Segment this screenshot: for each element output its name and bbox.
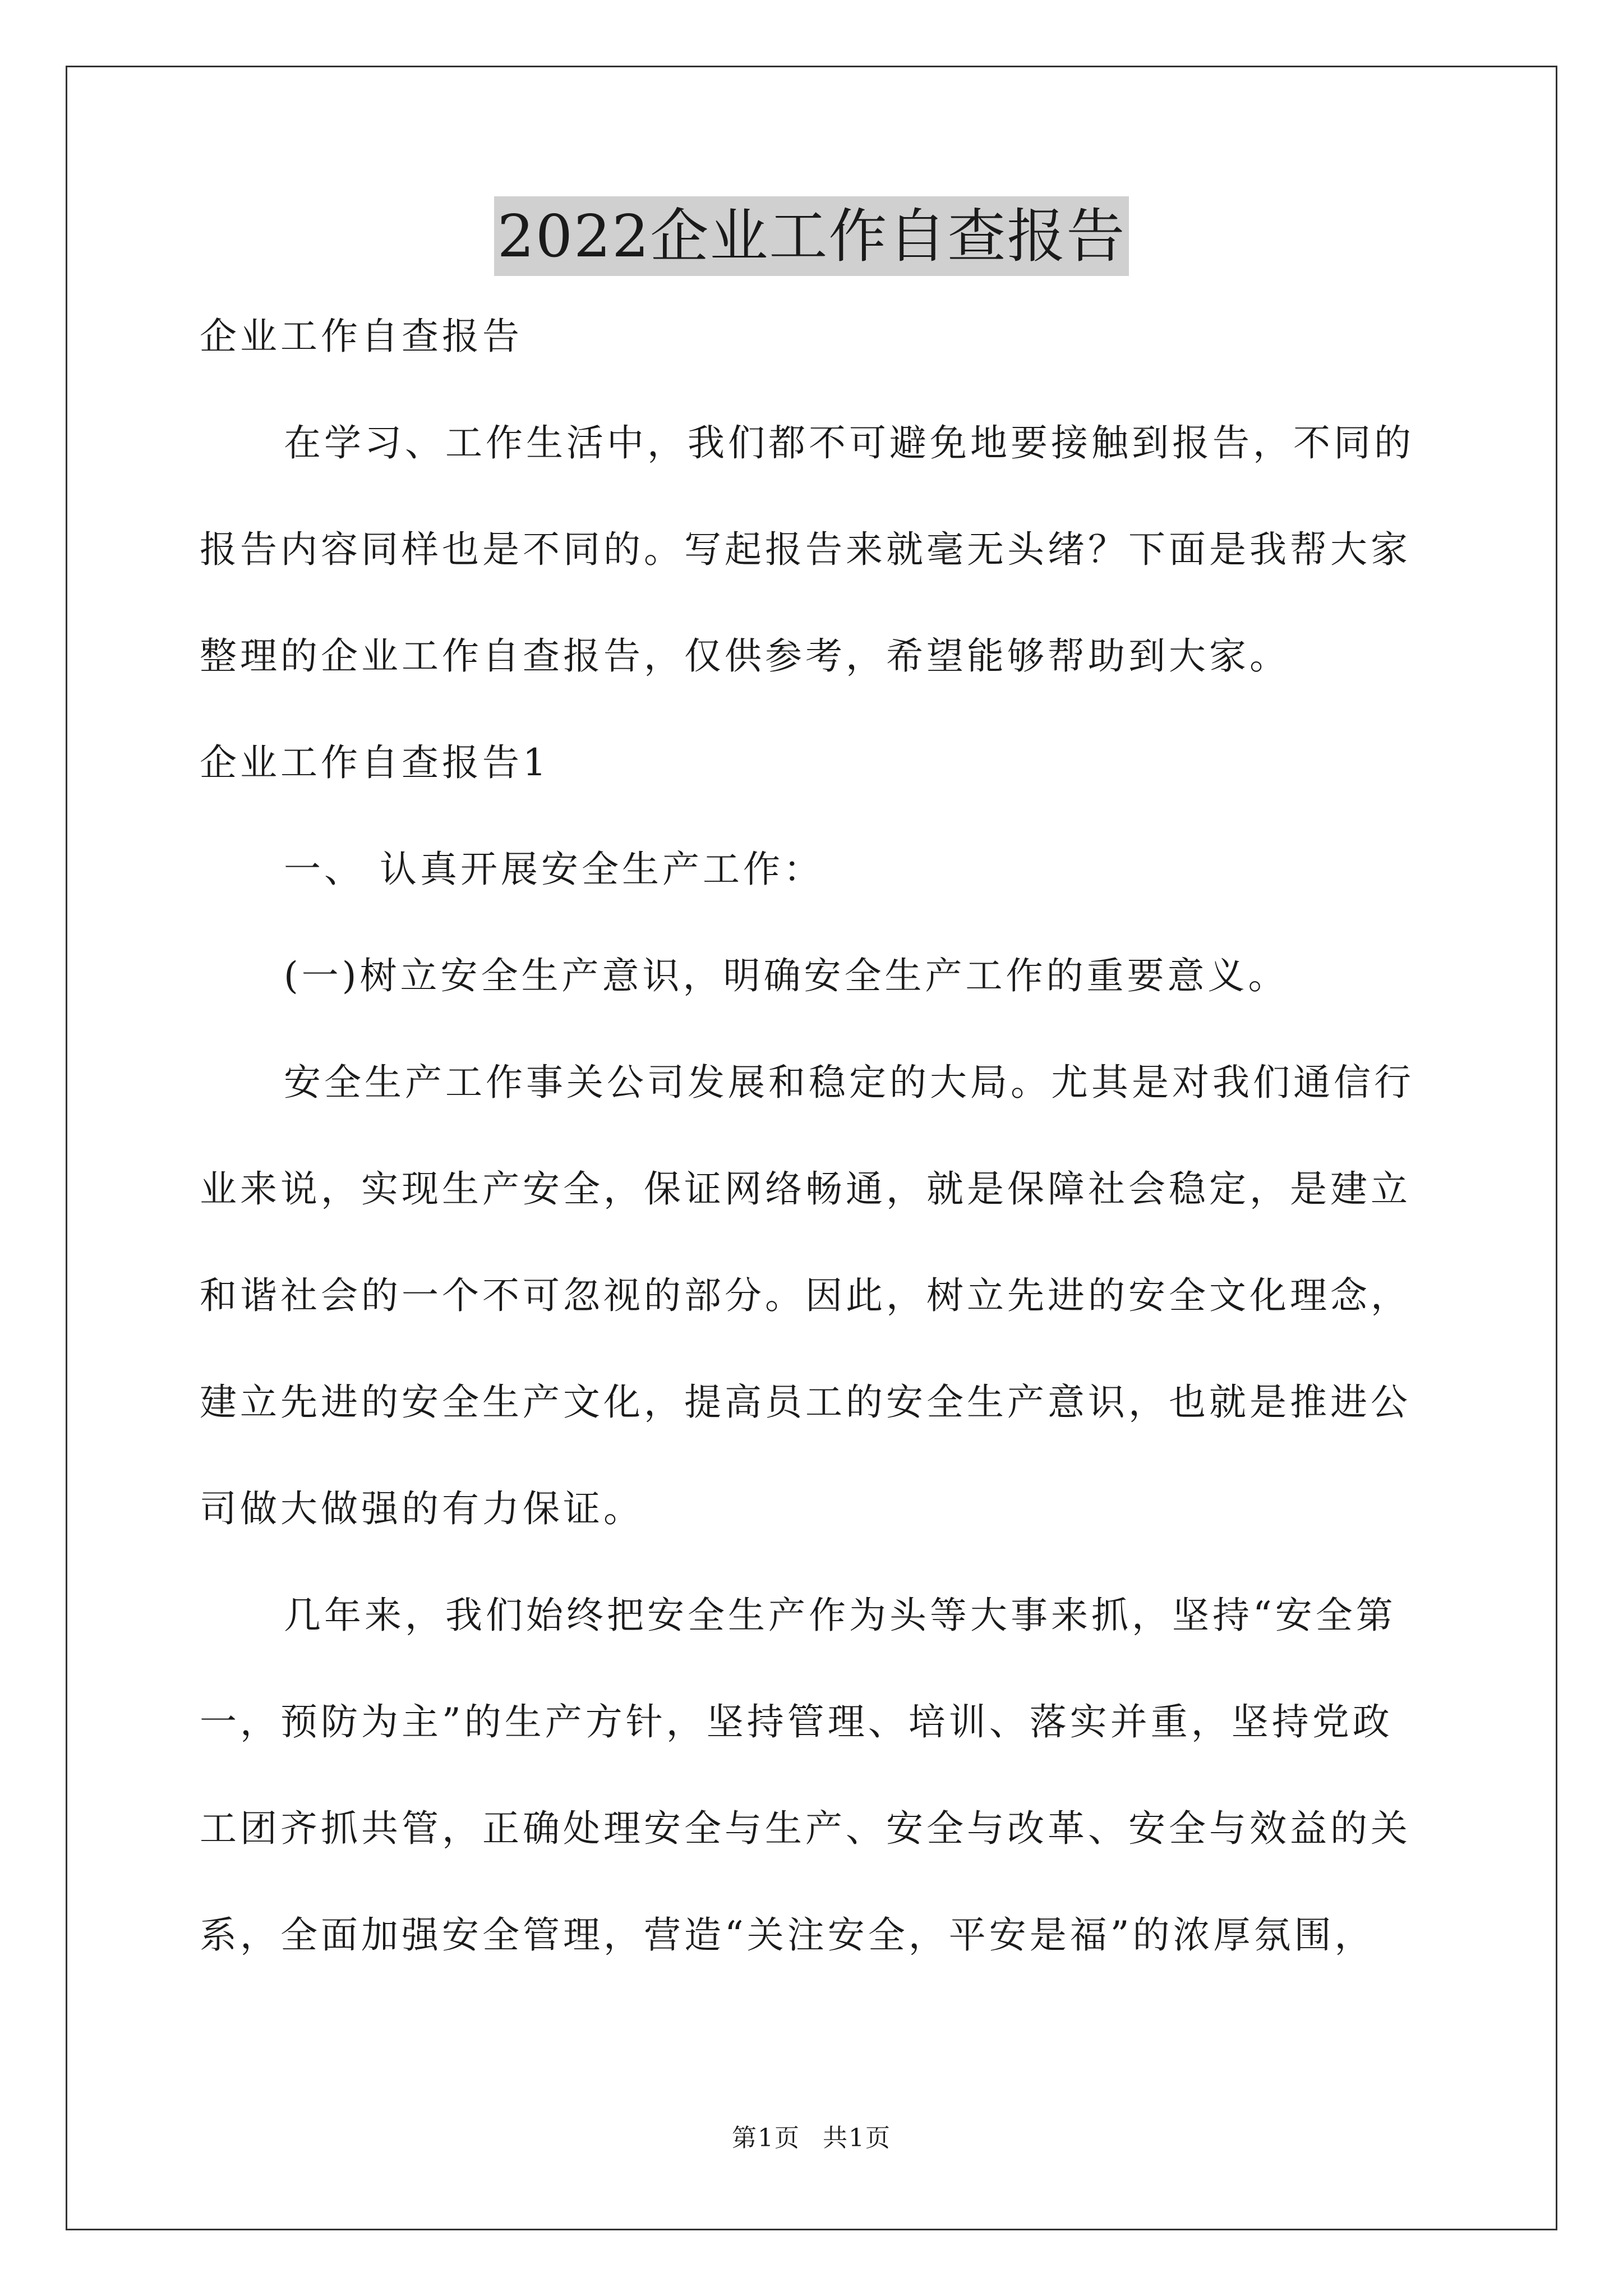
body-line: 司做大做强的有力保证。	[200, 1487, 644, 1530]
subsection-heading: 一、 认真开展安全生产工作：	[284, 848, 824, 891]
document-title: 2022企业工作自查报告	[494, 196, 1129, 276]
section-heading: 企业工作自查报告1	[200, 741, 550, 784]
page-total: 共1页	[823, 2124, 891, 2152]
title-container	[0, 196, 1623, 276]
subsection-heading: (一)树立安全生产意识，明确安全生产工作的重要意义。	[284, 954, 1289, 997]
page-number: 第1页	[732, 2124, 800, 2152]
body-line: 工团齐抓共管，正确处理安全与生产、安全与改革、安全与效益的关	[200, 1807, 1411, 1850]
body-line: 整理的企业工作自查报告，仅供参考，希望能够帮助到大家。	[200, 634, 1290, 678]
body-line: 和谐社会的一个不可忽视的部分。因此，树立先进的安全文化理念，	[200, 1274, 1411, 1317]
body-line: 在学习、工作生活中，我们都不可避免地要接触到报告，不同的	[284, 421, 1414, 464]
body-line-heading: 企业工作自查报告	[200, 315, 523, 358]
body-line: 系，全面加强安全管理，营造“关注安全，平安是福”的浓厚氛围，	[200, 1913, 1375, 1957]
body-line: 安全生产工作事关公司发展和稳定的大局。尤其是对我们通信行	[284, 1061, 1414, 1104]
page-border	[66, 66, 1557, 2230]
body-line: 几年来，我们始终把安全生产作为头等大事来抓，坚持“安全第	[284, 1594, 1396, 1637]
page-footer	[0, 2122, 1623, 2155]
body-line: 业来说，实现生产安全，保证网络畅通，就是保障社会稳定，是建立	[200, 1167, 1411, 1211]
body-line: 建立先进的安全生产文化，提高员工的安全生产意识，也就是推进公	[200, 1381, 1411, 1424]
body-line: 一，预防为主”的生产方针，坚持管理、培训、落实并重，坚持党政	[200, 1700, 1393, 1743]
body-line: 报告内容同样也是不同的。写起报告来就毫无头绪？下面是我帮大家	[200, 528, 1411, 571]
